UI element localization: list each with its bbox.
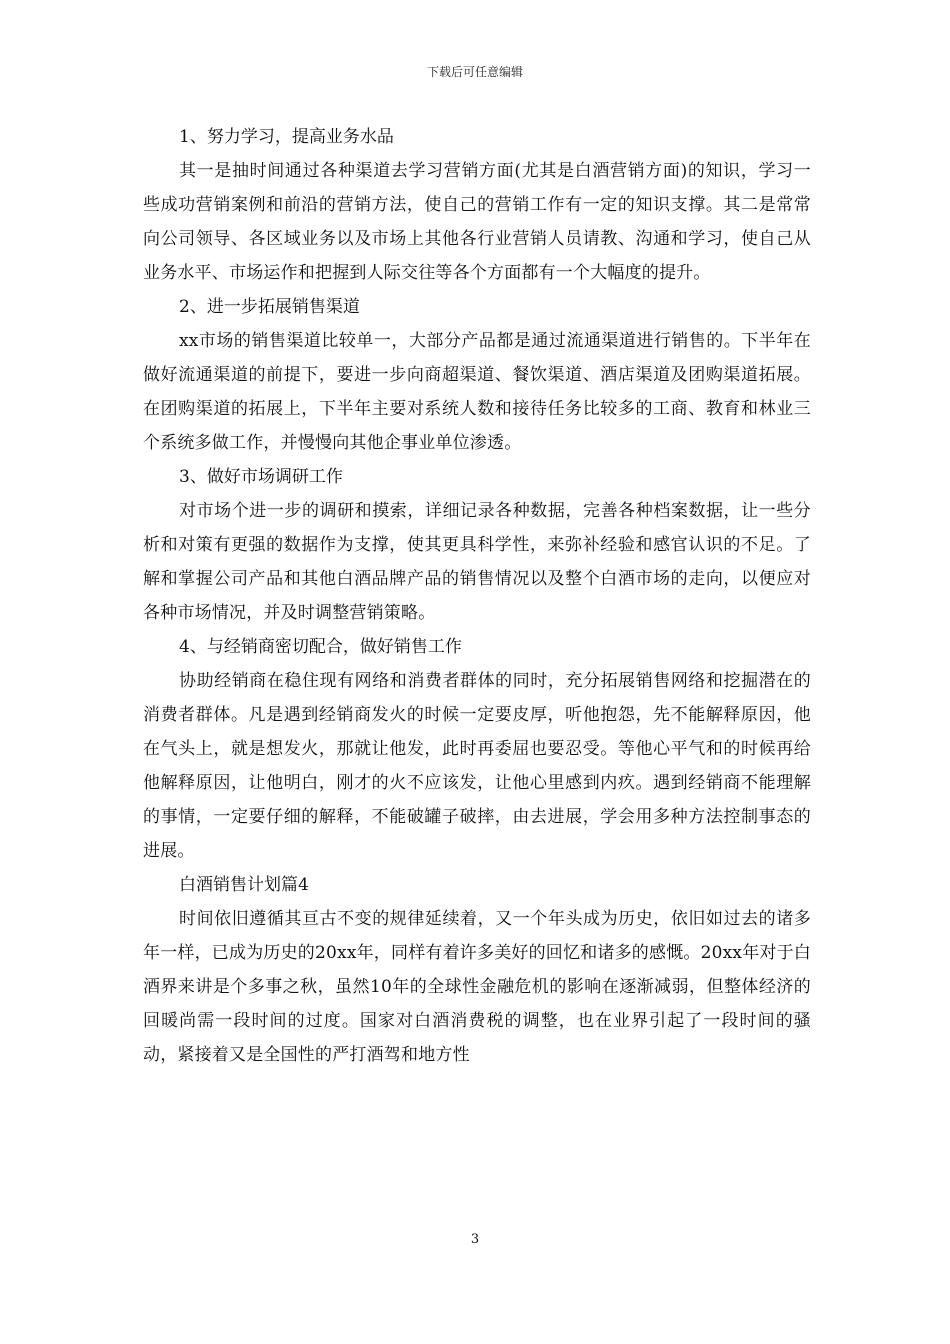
section-heading-3: 3、做好市场调研工作 — [179, 467, 343, 487]
section-paragraph-5: 时间依旧遵循其亘古不变的规律延续着，又一个年头成为历史，依旧如过去的诸多年一样，已成为历史的20xx年，同样有着许多美好的回忆和诸多的感慨。20xx年对于白酒界来讲是个多事之秋，虽然10年的全球性金融危机的影响在逐渐减弱，但整体经济的回暖尚需一段时间的过度。国家对白酒消费税的调整，也在业界引起了一段时间的骚动，紧接着又是全国性的严打酒驾和地方性 — [143, 909, 812, 1065]
section-paragraph-1: 其一是抽时间通过各种渠道去学习营销方面(尤其是白酒营销方面)的知识，学习一些成功营销案例和前沿的营销方法，使自己的营销工作有一定的知识支撑。其二是常常向公司领导、各区域业务以及市场上其他各行业营销人员请教、沟通和学习，使自己从业务水平、市场运作和把握到人际交往等各个方面都有一个大幅度的提升。 — [143, 161, 811, 283]
page-header: 下载后可任意编辑 — [426, 65, 523, 79]
section-paragraph-4: 协助经销商在稳住现有网络和消费者群体的同时，充分拓展销售网络和挖掘潜在的消费者群体。凡是遇到经销商发火的时候一定要皮厚，听他抱怨，先不能解释原因，他在气头上，就是想发火，那就让他发，此时再委屈也要忍受。等他心平气和的时候再给他解释原因，让他明白，刚才的火不应该发，让他心里感到内疚。遇到经销商不能理解的事情，一定要仔细的解释，不能破罐子破摔，由去进展，学会用多种方法控制事态的进展。 — [143, 671, 811, 861]
section-heading-2: 2、进一步拓展销售渠道 — [179, 297, 360, 317]
document-body — [143, 120, 811, 1072]
section-heading-1: 1、努力学习，提高业务水品 — [179, 127, 394, 147]
section-paragraph-2: xx市场的销售渠道比较单一，大部分产品都是通过流通渠道进行销售的。下半年在做好流通渠道的前提下，要进一步向商超渠道、餐饮渠道、酒店渠道及团购渠道拓展。在团购渠道的拓展上，下半年主要对系统人数和接待任务比较多的工商、教育和林业三个系统多做工作，并慢慢向其他企事业单位渗透。 — [143, 331, 811, 453]
section-heading-5: 白酒销售计划篇4 — [179, 875, 309, 895]
page-number: 3 — [470, 1232, 480, 1247]
section-paragraph-3: 对市场个进一步的调研和摸索，详细记录各种数据，完善各种档案数据，让一些分析和对策有更强的数据作为支撑，使其更具科学性，来弥补经验和感官认识的不足。了解和掌握公司产品和其他白酒品牌产品的销售情况以及整个白酒市场的走向，以便应对各种市场情况，并及时调整营销策略。 — [143, 501, 811, 623]
section-heading-4: 4、与经销商密切配合，做好销售工作 — [179, 637, 462, 657]
